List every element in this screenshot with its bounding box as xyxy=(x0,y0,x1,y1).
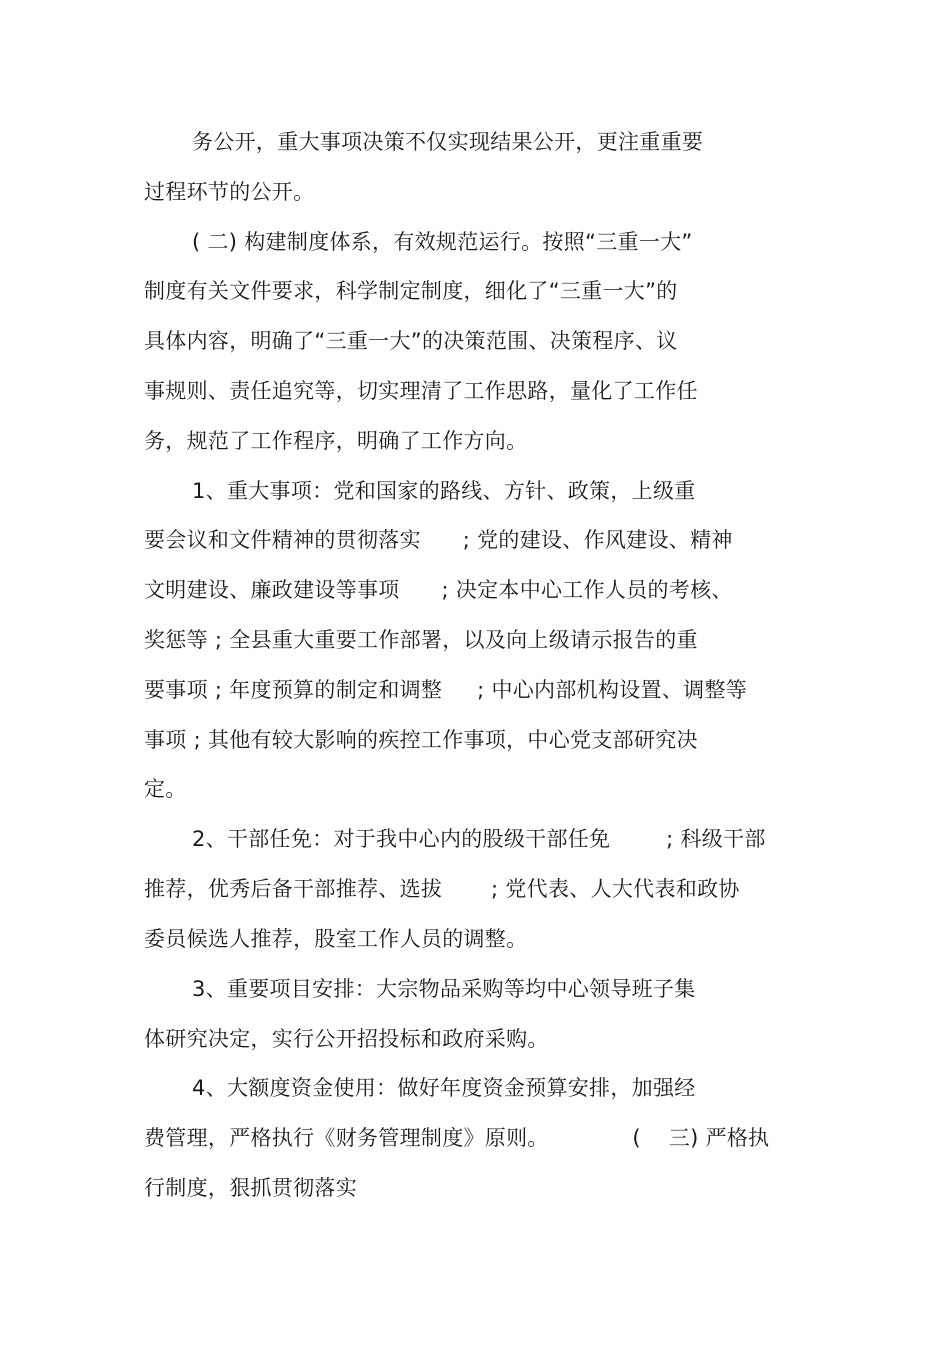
text-line: 事项 ; 其他有较大影响的疾控工作事项，中心党支部研究决 xyxy=(144,728,698,752)
text-line: 费管理，严格执行《财务管理制度》原则。 ( 三) 严格执 xyxy=(144,1126,770,1150)
text-line: 事规则、责任追究等，切实理清了工作思路，量化了工作任 xyxy=(144,379,698,403)
text-line: 委员候选人推荐，股室工作人员的调整。 xyxy=(144,927,528,951)
text-line: 务，规范了工作程序，明确了工作方向。 xyxy=(144,429,528,453)
text-line: 要会议和文件精神的贯彻落实 ; 党的建设、作风建设、精神 xyxy=(144,528,733,552)
text-line: 奖惩等 ; 全县重大重要工作部署，以及向上级请示报告的重 xyxy=(144,628,698,652)
text-line: 体研究决定，实行公开招投标和政府采购。 xyxy=(144,1027,549,1051)
text-line: 推荐，优秀后备干部推荐、选拔 ; 党代表、人大代表和政协 xyxy=(144,877,740,901)
text-line: 要事项 ; 年度预算的制定和调整 ; 中心内部机构设置、调整等 xyxy=(144,678,748,702)
list-item-3: 3、重要项目安排：大宗物品采购等均中心领导班子集 xyxy=(192,977,696,1001)
list-item-2: 2、干部任免：对于我中心内的股级干部任免 ; 科级干部 xyxy=(192,827,766,851)
text-line: 具体内容，明确了“三重一大”的决策范围、决策程序、议 xyxy=(144,329,678,353)
list-item-1: 1、重大事项：党和国家的路线、方针、政策，上级重 xyxy=(192,479,696,503)
text-line: 过程环节的公开。 xyxy=(144,180,315,204)
text-line: 文明建设、廉政建设等事项 ; 决定本中心工作人员的考核、 xyxy=(144,578,733,602)
section-heading-2: ( 二) 构建制度体系，有效规范运行。按照“三重一大” xyxy=(192,230,693,254)
text-line: 行制度，狠抓贯彻落实 xyxy=(144,1176,357,1200)
text-line: 定。 xyxy=(144,777,187,801)
text-line: 务公开，重大事项决策不仅实现结果公开，更注重重要 xyxy=(192,130,704,154)
list-item-4: 4、大额度资金使用：做好年度资金预算安排，加强经 xyxy=(192,1076,696,1100)
text-line: 制度有关文件要求，科学制定制度，细化了“三重一大”的 xyxy=(144,279,678,303)
